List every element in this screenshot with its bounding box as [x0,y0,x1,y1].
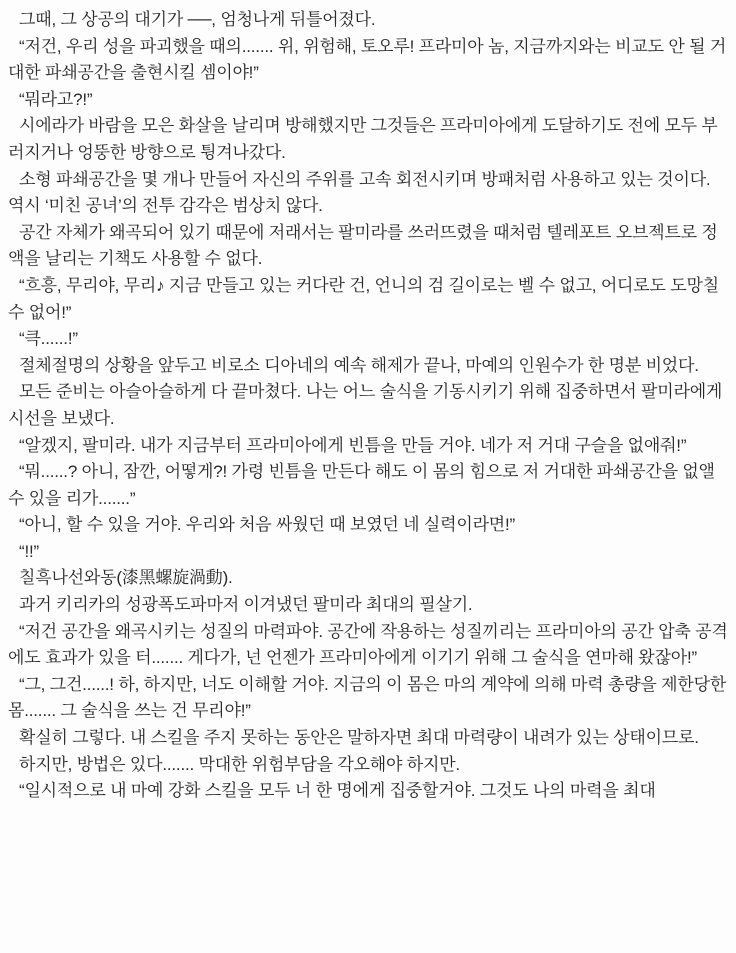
paragraph: “알겠지, 팔미라. 내가 지금부터 프라미아에게 빈틈을 만들 거야. 네가 저 거대 구슬을 없애줘!” [19,435,687,455]
paragraph: 칠흑나선와동(漆黑螺旋渦動). [19,568,233,588]
paragraph: 시에라가 바람을 모은 화살을 날리며 방해했지만 그것들은 프라미아에게 도달하기도 전에 모두 부러지거나 엉뚱한 방향으로 튕겨나갔다. [8,116,718,162]
paragraph: “아니, 할 수 있을 거야. 우리와 처음 싸웠던 때 보였던 네 실력이라면!” [19,515,516,535]
paragraph: “저건 공간을 왜곡시키는 성질의 마력파야. 공간에 작용하는 성질끼리는 프라미아의 공간 압축 공격에도 효과가 있을 터....... 게다가, 넌 언젠가 프라미아에게 이기기 위해 그 술식을 연마해 왔잖아!” [8,621,728,668]
paragraph: 공간 자체가 왜곡되어 있기 때문에 저래서는 팔미라를 쓰러뜨렸을 때처럼 텔레포트 오브젝트로 정액을 날리는 기책도 사용할 수 없다. [8,222,718,269]
paragraph: “일시적으로 내 마예 강화 스킬을 모두 너 한 명에게 집중할거야. 그것도 나의 마력을 최대 [19,781,656,801]
paragraph: “!!” [19,541,39,561]
paragraph: 그때, 그 상공의 대기가 ──, 엄청나게 뒤틀어졌다. [19,10,376,29]
paragraph: “흐흥, 무리야, 무리♪ 지금 만들고 있는 커다란 건, 언니의 검 길이로는 벨 수 없고, 어디로도 도망칠 수 없어!” [8,275,719,322]
paragraph: 모든 준비는 아슬아슬하게 다 끝마쳤다. 나는 어느 술식을 기동시키기 위해 집중하면서 팔미라에게 시선을 보냈다. [8,382,723,428]
paragraph: “저건, 우리 성을 파괴했을 때의....... 위, 위험해, 토오루! 프라미아 놈, 지금까지와는 비교도 안 될 거대한 파쇄공간을 출현시킬 셈이야!” [8,36,727,83]
paragraph: 하지만, 방법은 있다....... 막대한 위험부담을 각오해야 하지만. [19,754,460,774]
paragraph: 소형 파쇄공간을 몇 개나 만들어 자신의 주위를 고속 회전시키며 방패처럼 사용하고 있는 것이다. 역시 ‘미친 공녀’의 전투 감각은 범상치 않다. [8,169,711,216]
paragraph: 절체절명의 상황을 앞두고 비로소 디아네의 예속 해제가 끝나, 마예의 인원수가 한 명분 비었다. [19,355,699,375]
paragraph: 과거 키리카의 성광폭도파마저 이겨냈던 팔미라 최대의 필살기. [19,595,473,615]
paragraph: 확실히 그렇다. 내 스킬을 주지 못하는 동안은 말하자면 최대 마력량이 내려가 있는 상태이므로. [19,728,699,748]
paragraph: “뭐......? 아니, 잠깐, 어떻게?! 가령 빈틈을 만든다 해도 이 몸의 힘으로 저 거대한 파쇄공간을 없앨 수 있을 리가.......” [8,462,715,508]
paragraph: “큭......!” [19,329,78,349]
paragraph: “뭐라고?!” [19,89,93,109]
paragraph: “그, 그건......! 하, 하지만, 너도 이해할 거야. 지금의 이 몸은 마의 계약에 의해 마력 총량을 제한당한 몸....... 그 술식을 쓰는 건 무리야!” [8,674,727,721]
